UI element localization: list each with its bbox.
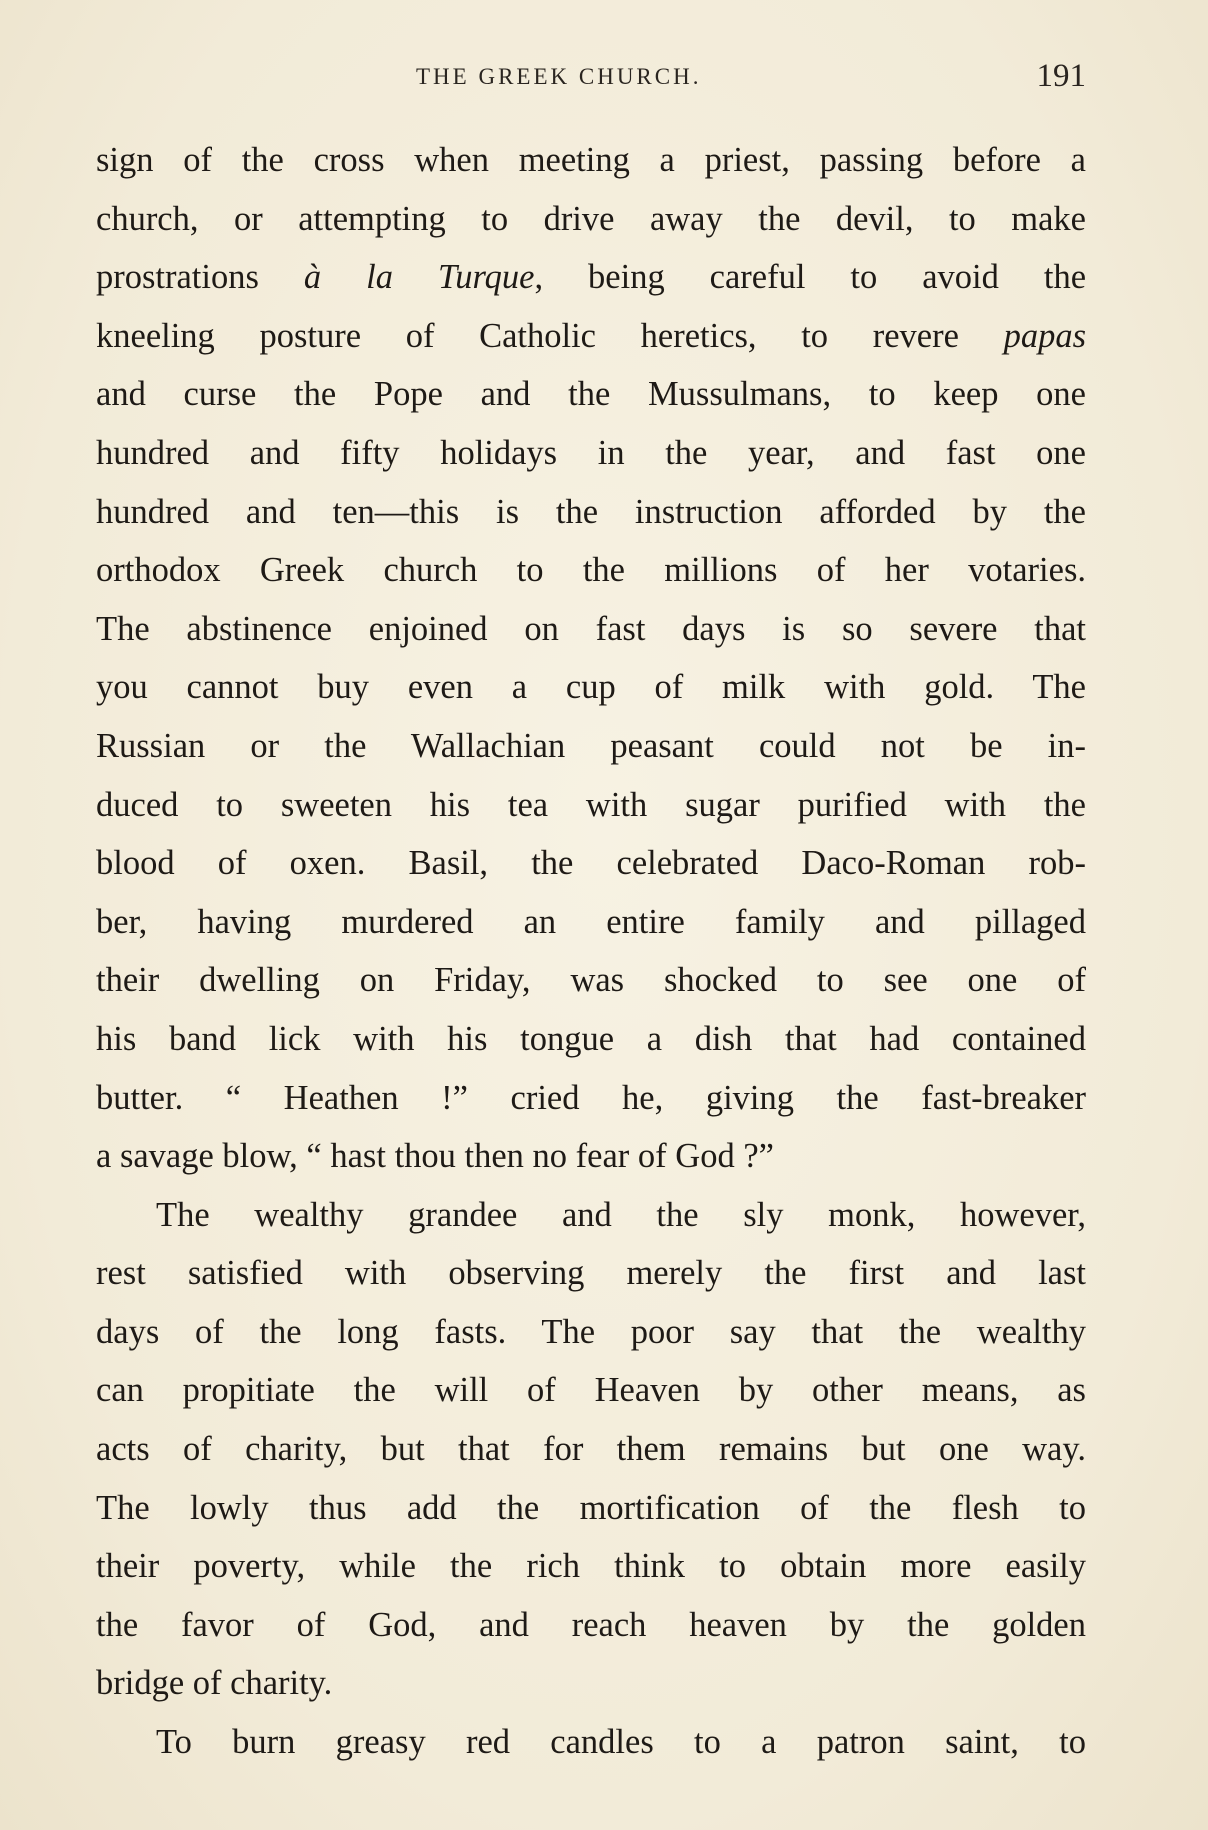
text-line: bridge of charity. bbox=[96, 1664, 333, 1703]
running-title: THE GREEK CHURCH. bbox=[416, 64, 702, 89]
text-line: The wealthy grandee and the sly monk, however, bbox=[156, 1195, 1086, 1234]
text-line: his band lick with his tongue a dish that had contained bbox=[96, 1019, 1086, 1058]
italic-phrase: à la Turque bbox=[303, 258, 535, 297]
page-number: 191 bbox=[1036, 58, 1086, 94]
body-text bbox=[96, 131, 1086, 1772]
text-line: blood of oxen. Basil, the celebrated Daco-Roman rob- bbox=[96, 844, 1086, 883]
text-line: a savage blow, “ hast thou then no fear of God ?” bbox=[96, 1137, 774, 1176]
text-span: kneeling posture of Catholic heretics, to revere bbox=[96, 316, 1004, 355]
text-line: acts of charity, but that for them remains but one way. bbox=[96, 1430, 1086, 1469]
text-line: The lowly thus add the mortification of the flesh to bbox=[96, 1488, 1086, 1527]
text-line bbox=[96, 307, 1086, 366]
text-line: their poverty, while the rich think to obtain more easily bbox=[96, 1547, 1086, 1586]
text-line: hundred and fifty holidays in the year, and fast one bbox=[96, 433, 1086, 472]
text-line: rest satisfied with observing merely the first and last bbox=[96, 1254, 1086, 1293]
running-head bbox=[96, 58, 1086, 98]
text-line: The abstinence enjoined on fast days is so severe that bbox=[96, 609, 1086, 648]
text-span: prostrations bbox=[96, 258, 304, 297]
text-line: days of the long fasts. The poor say that the wealthy bbox=[96, 1312, 1086, 1351]
text-line: ber, having murdered an entire family and pillaged bbox=[96, 902, 1086, 941]
text-line: To burn greasy red candles to a patron saint, to bbox=[156, 1723, 1086, 1762]
text-line: orthodox Greek church to the millions of her votaries. bbox=[96, 551, 1086, 590]
text-line: the favor of God, and reach heaven by the golden bbox=[96, 1605, 1086, 1644]
text-line: church, or attempting to drive away the devil, to make bbox=[96, 199, 1086, 238]
text-line: Russian or the Wallachian peasant could not be in- bbox=[96, 726, 1086, 765]
italic-phrase: papas bbox=[1003, 316, 1086, 355]
text-line: duced to sweeten his tea with sugar purified with the bbox=[96, 785, 1086, 824]
text-line: hundred and ten—this is the instruction afforded by the bbox=[96, 492, 1086, 531]
text-line bbox=[96, 248, 1086, 307]
text-line: can propitiate the will of Heaven by other means, as bbox=[96, 1371, 1086, 1410]
text-line: you cannot buy even a cup of milk with gold. The bbox=[96, 668, 1086, 707]
text-span: , being careful to avoid the bbox=[534, 258, 1087, 297]
text-line: butter. “ Heathen !” cried he, giving the fast-breaker bbox=[96, 1078, 1086, 1117]
text-line: their dwelling on Friday, was shocked to see one of bbox=[96, 961, 1086, 1000]
text-line: and curse the Pope and the Mussulmans, to keep one bbox=[96, 375, 1086, 414]
text-line: sign of the cross when meeting a priest, passing before a bbox=[96, 141, 1086, 179]
